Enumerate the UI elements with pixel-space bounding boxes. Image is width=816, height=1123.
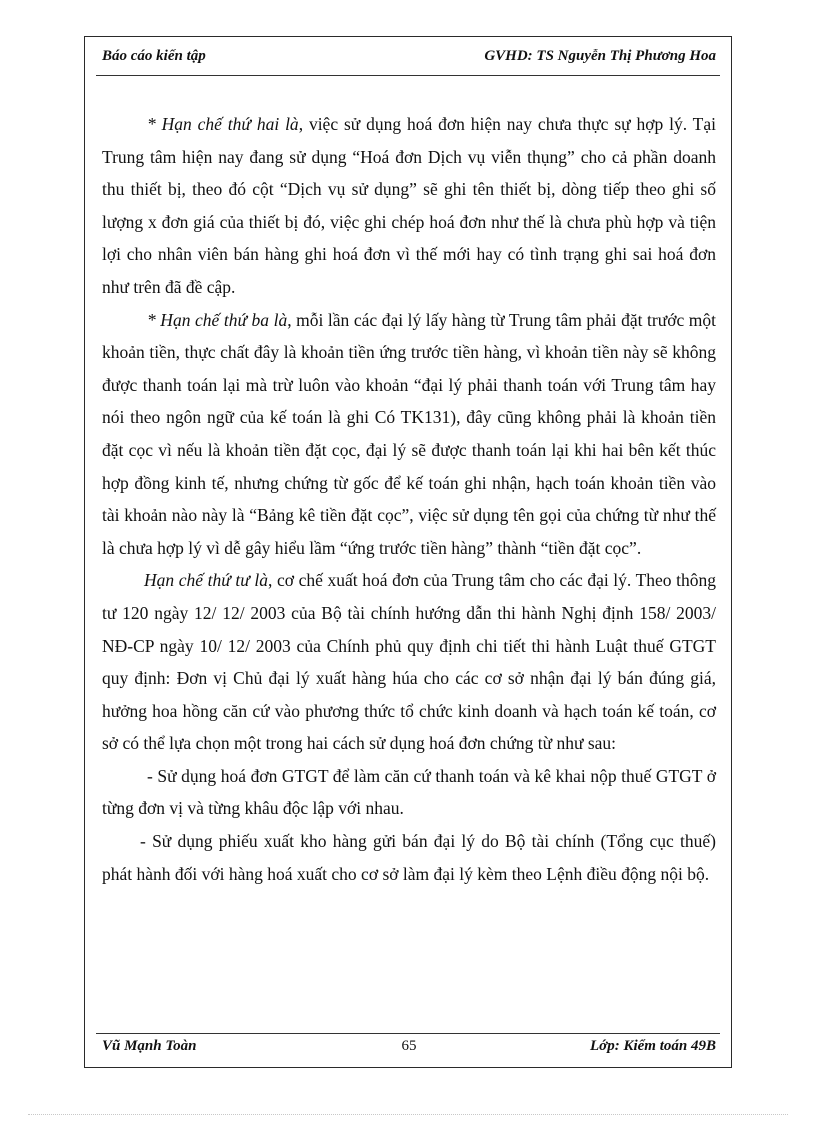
page-footer bbox=[102, 1038, 716, 1060]
page-header bbox=[102, 48, 716, 70]
paragraph-limitation-3 bbox=[102, 304, 716, 565]
paragraph-lead: Hạn chế thứ tư là bbox=[144, 570, 268, 591]
footer-divider bbox=[96, 1033, 720, 1034]
paragraph-text: , cơ chế xuất hoá đơn của Trung tâm cho các đại lý. Theo thông tư 120 ngày 12/ 12/ 2003 của Bộ tài chính hướng dẫn thi hành Nghị định 158/ 2003/ NĐ-CP ngày 10/ 12/ 2003 của Chính phủ quy định chi tiết thi hành Luật thuế GTGT quy định: Đơn vị Chủ đại lý xuất hàng húa cho các cơ sở nhận đại lý bán đúng giá, hưởng hoa hồng căn cứ vào phương thức tổ chức kinh doanh và hạch toán kế toán, cơ sở có thể lựa chọn một trong hai cách sử dụng hoá đơn chứng từ như sau: bbox=[102, 570, 716, 754]
header-divider bbox=[96, 75, 720, 76]
bullet-item: - Sử dụng hoá đơn GTGT để làm căn cứ thanh toán và kê khai nộp thuế GTGT ở từng đơn vị và từng khâu độc lập với nhau. bbox=[102, 765, 716, 819]
paragraph-limitation-2 bbox=[102, 108, 716, 304]
paragraph-lead: * Hạn chế thứ ba là bbox=[147, 309, 288, 330]
page-edge-dotted-line bbox=[28, 1114, 788, 1115]
paragraph-lead: * Hạn chế thứ hai là bbox=[147, 114, 299, 134]
header-supervisor: GVHD: TS Nguyễn Thị Phương Hoa bbox=[484, 48, 716, 64]
page-number: 65 bbox=[401, 1038, 417, 1054]
bullet-item: - Sử dụng phiếu xuất kho hàng gửi bán đại lý do Bộ tài chính (Tổng cục thuế) phát hành đối với hàng hoá xuất cho cơ sở làm đại lý kèm theo Lệnh điều động nội bộ. bbox=[102, 831, 716, 884]
body-text bbox=[102, 108, 716, 890]
paragraph-text: , mỗi lần các đại lý lấy hàng từ Trung tâm phải đặt trước một khoản tiền, thực chất đây là khoản tiền ứng trước tiền hàng, vì khoản tiền này sẽ không được thanh toán lại mà trừ luôn vào khoản “đại lý phải thanh toán với Trung tâm hay nói theo ngôn ngữ của kế toán là ghi Có TK131), đây cũng không phải là khoản tiền đặt cọc vì nếu là khoản tiền đặt cọc, đại lý sẽ được thanh toán lại khi hai bên kết thúc hợp đồng kinh tế, nhưng chứng từ gốc để kế toán ghi nhận, hạch toán khoản tiền vào tài khoản nào này là “Bảng kê tiền đặt cọc”, việc sử dụng tên gọi của chứng từ như thế là chưa hợp lý vì dễ gây hiểu lầm “ứng trước tiền hàng” thành “tiền đặt cọc”. bbox=[102, 309, 716, 558]
header-report-title: Báo cáo kiến tập bbox=[102, 48, 206, 64]
footer-class: Lớp: Kiểm toán 49B bbox=[590, 1038, 716, 1054]
paragraph-text: , việc sử dụng hoá đơn hiện nay chưa thực sự hợp lý. Tại Trung tâm hiện nay đang sử dụng “Hoá đơn Dịch vụ viễn thụng” cho cả phần doanh thu thiết bị, theo đó cột “Dịch vụ sử dụng” sẽ ghi tên thiết bị, dòng tiếp theo ghi số lượng x đơn giá của thiết bị đó, việc ghi chép hoá đơn như thế là chưa phù hợp và tiện lợi cho nhân viên bán hàng ghi hoá đơn vì thế mới hay có tình trạng ghi sai hoá đơn như trên đã đề cập. bbox=[102, 114, 716, 297]
paragraph-limitation-4 bbox=[102, 564, 716, 760]
footer-author: Vũ Mạnh Toàn bbox=[102, 1038, 197, 1054]
